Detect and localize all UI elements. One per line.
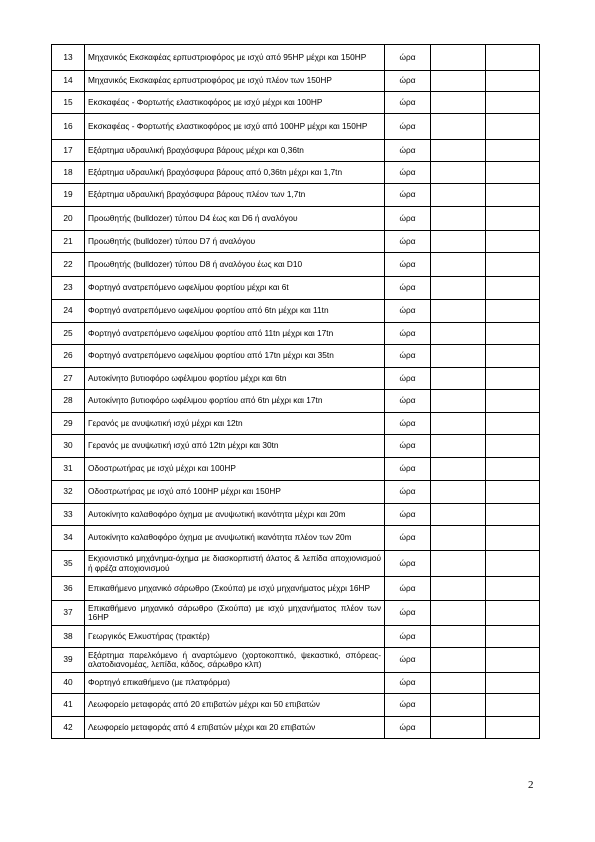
table-row — [52, 481, 540, 504]
row-price-cell — [486, 694, 540, 717]
row-price-cell — [486, 345, 540, 368]
row-price-cell — [486, 526, 540, 551]
row-price-cell — [486, 114, 540, 140]
row-price-cell — [486, 45, 540, 71]
row-number: 41 — [52, 694, 85, 717]
row-price-cell — [486, 390, 540, 413]
row-description: Εξάρτημα υδραυλική βραχόσφυρα βάρους μέχρι και 0,36tn — [85, 140, 385, 162]
table-row — [52, 458, 540, 481]
table-row — [52, 300, 540, 323]
row-blank-cell — [431, 231, 486, 253]
row-blank-cell — [431, 601, 486, 626]
row-price-cell — [486, 717, 540, 739]
row-price-cell — [486, 207, 540, 231]
row-description: Φορτηγό ανατρεπόμενο ωφελίμου φορτίου μέχρι και 6t — [85, 277, 385, 300]
row-price-cell — [486, 184, 540, 207]
table-row — [52, 526, 540, 551]
row-description: Εξάρτημα υδραυλική βραχόσφυρα βάρους πλέον των 1,7tn — [85, 184, 385, 207]
row-description: Λεωφορείο μεταφοράς από 20 επιβατών μέχρι και 50 επιβατών — [85, 694, 385, 717]
table-row — [52, 368, 540, 390]
row-description: Φορτηγό ανατρεπόμενο ωφελίμου φορτίου από 17tn μέχρι και 35tn — [85, 345, 385, 368]
row-unit: ώρα — [385, 601, 431, 626]
table-row — [52, 162, 540, 184]
row-number: 30 — [52, 435, 85, 458]
table-row — [52, 694, 540, 717]
row-blank-cell — [431, 551, 486, 577]
row-number: 21 — [52, 231, 85, 253]
row-blank-cell — [431, 648, 486, 673]
table-row — [52, 277, 540, 300]
row-description: Αυτοκίνητο καλαθοφόρο όχημα με ανυψωτική ικανότητα πλέον των 20m — [85, 526, 385, 551]
row-unit: ώρα — [385, 551, 431, 577]
row-number: 26 — [52, 345, 85, 368]
row-number: 37 — [52, 601, 85, 626]
row-price-cell — [486, 673, 540, 694]
row-blank-cell — [431, 413, 486, 435]
table-row — [52, 323, 540, 345]
row-number: 24 — [52, 300, 85, 323]
row-unit: ώρα — [385, 231, 431, 253]
row-unit: ώρα — [385, 390, 431, 413]
table-row — [52, 577, 540, 601]
row-description: Φορτηγό ανατρεπόμενο ωφελίμου φορτίου από 6tn μέχρι και 11tn — [85, 300, 385, 323]
row-blank-cell — [431, 345, 486, 368]
row-unit: ώρα — [385, 413, 431, 435]
row-description: Οδοστρωτήρας με ισχύ από 100HP μέχρι και 150HP — [85, 481, 385, 504]
row-number: 18 — [52, 162, 85, 184]
row-description: Εκσκαφέας - Φορτωτής ελαστικοφόρος με ισχύ από 100HP μέχρι και 150HP — [85, 114, 385, 140]
row-number: 38 — [52, 626, 85, 648]
row-blank-cell — [431, 92, 486, 114]
row-number: 25 — [52, 323, 85, 345]
row-number: 15 — [52, 92, 85, 114]
row-number: 20 — [52, 207, 85, 231]
table-row — [52, 71, 540, 92]
row-unit: ώρα — [385, 458, 431, 481]
row-price-cell — [486, 300, 540, 323]
table-row — [52, 648, 540, 673]
row-number: 33 — [52, 504, 85, 526]
row-price-cell — [486, 551, 540, 577]
row-price-cell — [486, 162, 540, 184]
row-price-cell — [486, 71, 540, 92]
row-unit: ώρα — [385, 300, 431, 323]
row-price-cell — [486, 435, 540, 458]
row-blank-cell — [431, 577, 486, 601]
row-unit: ώρα — [385, 253, 431, 277]
row-number: 31 — [52, 458, 85, 481]
row-price-cell — [486, 368, 540, 390]
row-price-cell — [486, 648, 540, 673]
equipment-rate-table — [51, 44, 540, 739]
row-unit: ώρα — [385, 323, 431, 345]
row-price-cell — [486, 92, 540, 114]
row-description: Μηχανικός Εκσκαφέας ερπυστριοφόρος με ισχύ από 95HP μέχρι και 150HP — [85, 45, 385, 71]
table-row — [52, 390, 540, 413]
row-number: 16 — [52, 114, 85, 140]
table-row — [52, 184, 540, 207]
table-row — [52, 253, 540, 277]
row-unit: ώρα — [385, 526, 431, 551]
row-blank-cell — [431, 481, 486, 504]
row-unit: ώρα — [385, 626, 431, 648]
page-number: 2 — [528, 779, 534, 791]
row-unit: ώρα — [385, 481, 431, 504]
row-price-cell — [486, 231, 540, 253]
row-number: 29 — [52, 413, 85, 435]
row-unit: ώρα — [385, 717, 431, 739]
table-row — [52, 551, 540, 577]
row-unit: ώρα — [385, 92, 431, 114]
table-row — [52, 207, 540, 231]
row-description: Εκσκαφέας - Φορτωτής ελαστικοφόρος με ισχύ μέχρι και 100HP — [85, 92, 385, 114]
row-number: 36 — [52, 577, 85, 601]
row-price-cell — [486, 577, 540, 601]
row-blank-cell — [431, 207, 486, 231]
row-number: 34 — [52, 526, 85, 551]
row-number: 40 — [52, 673, 85, 694]
row-unit: ώρα — [385, 207, 431, 231]
row-blank-cell — [431, 626, 486, 648]
row-blank-cell — [431, 673, 486, 694]
row-number: 35 — [52, 551, 85, 577]
table-row — [52, 717, 540, 739]
row-price-cell — [486, 601, 540, 626]
row-description: Γερανός με ανυψωτική ισχύ από 12tn μέχρι και 30tn — [85, 435, 385, 458]
row-unit: ώρα — [385, 648, 431, 673]
table-row — [52, 626, 540, 648]
row-price-cell — [486, 323, 540, 345]
row-blank-cell — [431, 184, 486, 207]
row-blank-cell — [431, 253, 486, 277]
table-row — [52, 45, 540, 71]
table-row — [52, 673, 540, 694]
row-unit: ώρα — [385, 45, 431, 71]
row-number: 17 — [52, 140, 85, 162]
row-number: 13 — [52, 45, 85, 71]
row-price-cell — [486, 140, 540, 162]
row-unit: ώρα — [385, 277, 431, 300]
row-unit: ώρα — [385, 184, 431, 207]
row-unit: ώρα — [385, 114, 431, 140]
row-unit: ώρα — [385, 140, 431, 162]
row-price-cell — [486, 481, 540, 504]
row-number: 22 — [52, 253, 85, 277]
row-blank-cell — [431, 526, 486, 551]
table-row — [52, 140, 540, 162]
row-blank-cell — [431, 140, 486, 162]
row-description: Γεωργικός Ελκυστήρας (τρακτέρ) — [85, 626, 385, 648]
row-unit: ώρα — [385, 162, 431, 184]
row-number: 32 — [52, 481, 85, 504]
row-blank-cell — [431, 458, 486, 481]
row-unit: ώρα — [385, 368, 431, 390]
row-number: 42 — [52, 717, 85, 739]
row-description: Λεωφορείο μεταφοράς από 4 επιβατών μέχρι και 20 επιβατών — [85, 717, 385, 739]
row-blank-cell — [431, 390, 486, 413]
row-description: Επικαθήμενο μηχανικό σάρωθρο (Σκούπα) με ισχύ μηχανήματος πλέον των 16HP — [85, 601, 385, 626]
row-price-cell — [486, 253, 540, 277]
row-description: Προωθητής (bulldozer) τύπου D4 έως και D6 ή αναλόγου — [85, 207, 385, 231]
row-blank-cell — [431, 504, 486, 526]
row-number: 39 — [52, 648, 85, 673]
table-row — [52, 114, 540, 140]
row-unit: ώρα — [385, 504, 431, 526]
row-blank-cell — [431, 717, 486, 739]
row-blank-cell — [431, 368, 486, 390]
row-unit: ώρα — [385, 71, 431, 92]
row-number: 14 — [52, 71, 85, 92]
table-row — [52, 435, 540, 458]
row-price-cell — [486, 626, 540, 648]
row-price-cell — [486, 504, 540, 526]
row-number: 28 — [52, 390, 85, 413]
row-description: Προωθητής (bulldozer) τύπου D7 ή αναλόγου — [85, 231, 385, 253]
row-price-cell — [486, 413, 540, 435]
row-description: Επικαθήμενο μηχανικό σάρωθρο (Σκούπα) με ισχύ μηχανήματος μέχρι 16HP — [85, 577, 385, 601]
table-row — [52, 92, 540, 114]
row-description: Εξάρτημα παρελκόμενο ή αναρτώμενο (χορτοκοπτικό, ψεκαστικό, σπόρεας-αλατοδιανομέας, λεπίδα, κάδος, σάρωθρο κλπ) — [85, 648, 385, 673]
row-blank-cell — [431, 323, 486, 345]
row-number: 23 — [52, 277, 85, 300]
row-number: 27 — [52, 368, 85, 390]
table-row — [52, 413, 540, 435]
row-unit: ώρα — [385, 435, 431, 458]
row-description: Εκχιονιστικό μηχάνημα-όχημα με διασκορπιστή άλατος & λεπίδα αποχιονισμού ή φρέζα αποχιονισμού — [85, 551, 385, 577]
table-row — [52, 345, 540, 368]
row-unit: ώρα — [385, 577, 431, 601]
row-unit: ώρα — [385, 345, 431, 368]
row-blank-cell — [431, 300, 486, 323]
row-description: Φορτηγό επικαθήμενο (με πλατφόρμα) — [85, 673, 385, 694]
row-blank-cell — [431, 694, 486, 717]
row-unit: ώρα — [385, 673, 431, 694]
row-description: Αυτοκίνητο βυτιοφόρο ωφέλιμου φορτίου μέχρι και 6tn — [85, 368, 385, 390]
row-blank-cell — [431, 277, 486, 300]
table-row — [52, 601, 540, 626]
row-blank-cell — [431, 114, 486, 140]
row-description: Γερανός με ανυψωτική ισχύ μέχρι και 12tn — [85, 413, 385, 435]
row-description: Αυτοκίνητο καλαθοφόρο όχημα με ανυψωτική ικανότητα μέχρι και 20m — [85, 504, 385, 526]
row-description: Αυτοκίνητο βυτιοφόρο ωφέλιμου φορτίου από 6tn μέχρι και 17tn — [85, 390, 385, 413]
row-description: Οδοστρωτήρας με ισχύ μέχρι και 100HP — [85, 458, 385, 481]
row-description: Φορτηγό ανατρεπόμενο ωφελίμου φορτίου από 11tn μέχρι και 17tn — [85, 323, 385, 345]
row-price-cell — [486, 458, 540, 481]
row-description: Μηχανικός Εκσκαφέας ερπυστριοφόρος με ισχύ πλέον των 150HP — [85, 71, 385, 92]
row-description: Προωθητής (bulldozer) τύπου D8 ή αναλόγου έως και D10 — [85, 253, 385, 277]
row-blank-cell — [431, 71, 486, 92]
row-price-cell — [486, 277, 540, 300]
row-unit: ώρα — [385, 694, 431, 717]
row-description: Εξάρτημα υδραυλική βραχόσφυρα βάρους από 0,36tn μέχρι και 1,7tn — [85, 162, 385, 184]
row-blank-cell — [431, 435, 486, 458]
table-row — [52, 231, 540, 253]
row-blank-cell — [431, 162, 486, 184]
row-blank-cell — [431, 45, 486, 71]
row-number: 19 — [52, 184, 85, 207]
table-row — [52, 504, 540, 526]
